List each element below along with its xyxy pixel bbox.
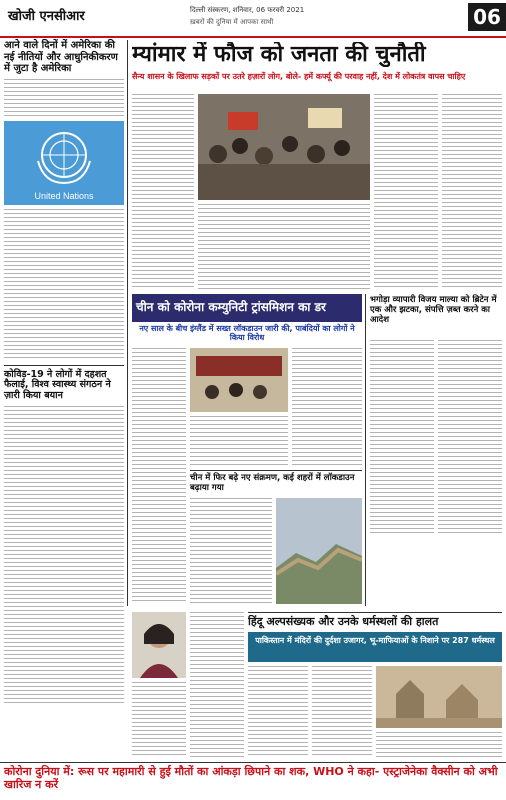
left-top-headline: आने वाले दिनों में अमेरिका की नई नीतियों और आधुनिकीकरण में जुटा है अमेरिका	[4, 40, 118, 74]
hindu-headline: हिंदू अल्पसंख्यक और उनके धर्मस्थलों की हालत	[248, 612, 502, 629]
mallya-headline: भगोड़ा व्यापारी विजय माल्या को ब्रिटेन में एक और झटका, संपत्ति ज़ब्त करने का आदेश	[370, 295, 497, 325]
masthead-tagline: ख़बरों की दुनिया में आपका साथी	[190, 18, 274, 26]
protest-crowd-photo	[198, 94, 370, 200]
china-col3-body	[292, 348, 362, 466]
hindu-band-text: पाकिस्तान में मंदिरों की दुर्दशा उजागर, भू-माफियाओं के निशाने पर 287 धर्मस्थल	[255, 636, 495, 645]
china-wall-headline: चीन में फिर बढ़े नए संक्रमण, कई शहरों में लॉकडाउन बढ़ाया गया	[190, 470, 362, 494]
portrait-story-body	[190, 612, 244, 758]
left-mid-body	[4, 406, 124, 706]
myanmar-col1-body	[132, 94, 194, 290]
divider-bottom-top	[0, 762, 506, 763]
divider-china-right	[365, 294, 366, 606]
myanmar-subhead: सैन्य शासन के खिलाफ सड़कों पर उतरे हज़ारों लोग, बोले- हमें कर्फ्यू की परवाह नहीं, देश में लोकतंत्र वापस चाहिए	[132, 72, 466, 81]
masthead-logo: खोजी एनसीआर	[8, 9, 85, 24]
china-col1-body	[132, 348, 186, 604]
china-subhead: नए साल के बीच इंग्लैंड में सख्त लॉकडाउन जारी की, पाबंदियों का लोगों ने किया विरोध	[139, 324, 355, 343]
bottom-headline: कोरोना दुनिया में: रूस पर महामारी से हुई मौतों का आंकड़ा छिपाने का शक, WHO ने कहा- एस्ट्राजेनेका वैक्सीन को अभी खारिज न करें	[4, 765, 498, 792]
china-rally-photo	[190, 348, 288, 412]
mallya-body-2	[438, 340, 502, 536]
china-col2-body	[190, 416, 288, 466]
un-logo-image	[4, 121, 124, 205]
temple-ruins-photo	[376, 666, 502, 728]
myanmar-col3-body	[374, 94, 438, 290]
masthead-dateline: दिल्ली संस्करण, शनिवार, 06 फरवरी 2021	[190, 6, 305, 14]
great-wall-photo	[276, 498, 362, 604]
page-number: 06	[468, 3, 506, 31]
left-mid-headline: कोविड-19 ने लोगों में दहशत फैलाई, विश्व स्वास्थ्य संगठन ने ज़ारी किया बयान	[4, 365, 124, 403]
masthead	[0, 0, 506, 38]
myanmar-under-photo	[198, 204, 370, 290]
woman-portrait-photo	[132, 612, 186, 678]
divider-left	[127, 40, 128, 606]
myanmar-headline: म्यांमार में फौज को जनता की चुनौती	[132, 42, 426, 67]
hindu-body-2	[312, 666, 372, 758]
left-column	[4, 40, 124, 740]
portrait-caption-body	[132, 682, 186, 758]
china-banner	[132, 294, 362, 322]
mallya-body-1	[370, 340, 434, 536]
myanmar-col4-body	[442, 94, 502, 290]
hindu-body-3	[376, 732, 502, 758]
hindu-band	[248, 632, 502, 662]
china-wall-body	[190, 498, 272, 604]
left-top-body	[4, 209, 124, 359]
left-top-intro	[4, 79, 124, 117]
china-headline: चीन को कोरोना कम्युनिटी ट्रांसमिशन का डर	[136, 300, 326, 314]
un-logo-caption: United Nations	[34, 190, 94, 201]
hindu-body-1	[248, 666, 308, 758]
